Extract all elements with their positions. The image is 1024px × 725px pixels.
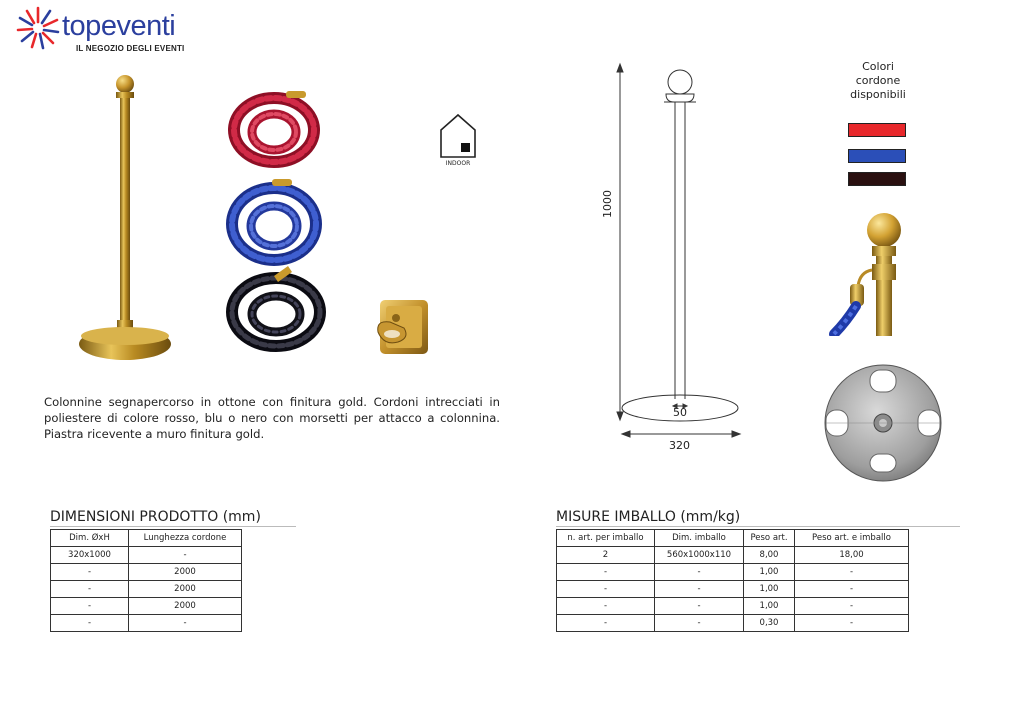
table-cell: - — [557, 581, 655, 598]
table-cell: 2000 — [129, 564, 242, 581]
table-cell: 2000 — [129, 581, 242, 598]
table-cell: - — [795, 598, 909, 615]
base-diameter-label: 320 — [669, 439, 690, 452]
packaging-title-rule — [556, 526, 960, 527]
top-detail-photo — [828, 210, 908, 336]
table-cell: - — [51, 564, 129, 581]
table-cell: - — [795, 564, 909, 581]
burst-logo-icon — [12, 6, 68, 52]
table-cell: - — [655, 581, 744, 598]
table-cell: - — [557, 598, 655, 615]
table-header-cell: Peso art. — [744, 530, 795, 547]
table-cell: 1,00 — [744, 564, 795, 581]
table-row — [557, 564, 909, 581]
packaging-table-title: MISURE IMBALLO (mm/kg) — [556, 509, 741, 525]
table-header-cell: Peso art. e imballo — [795, 530, 909, 547]
dimensions-table — [50, 529, 242, 632]
table-row — [557, 581, 909, 598]
table-header-cell: Dim. ØxH — [51, 530, 129, 547]
table-row — [51, 564, 242, 581]
table-cell: - — [655, 598, 744, 615]
indoor-label: INDOOR — [445, 160, 471, 167]
technical-drawing — [600, 56, 750, 456]
stanchion-photo — [78, 72, 174, 364]
table-row — [557, 598, 909, 615]
colors-title-line2: cordone — [855, 74, 901, 87]
packaging-table — [556, 529, 909, 632]
table-row — [557, 615, 909, 632]
pole-diameter-label: 50 — [673, 406, 687, 419]
blue-rope — [232, 188, 316, 260]
table-header-cell: Lunghezza cordone — [129, 530, 242, 547]
brand-tagline: IL NEGOZIO DEGLI EVENTI — [76, 44, 185, 53]
table-cell: 560x1000x110 — [655, 547, 744, 564]
table-header-cell: Dim. imballo — [655, 530, 744, 547]
table-cell: 18,00 — [795, 547, 909, 564]
table-header-row — [557, 530, 909, 547]
table-cell: 1,00 — [744, 581, 795, 598]
dimensions-table-title: DIMENSIONI PRODOTTO (mm) — [50, 509, 261, 525]
table-cell: 2000 — [129, 598, 242, 615]
table-row — [51, 581, 242, 598]
table-cell: - — [655, 564, 744, 581]
table-cell: - — [129, 615, 242, 632]
color-swatch-red — [848, 123, 906, 137]
product-description: Colonnine segnapercorso in ottone con finitura gold. Cordoni intrecciati in poliestere di colore rosso, blu o nero con morsetti per attacco a colonnina. Piastra ricevente a muro finitura gold. — [44, 395, 500, 441]
colors-title — [830, 60, 926, 102]
table-row — [51, 598, 242, 615]
table-header-cell: n. art. per imballo — [557, 530, 655, 547]
brand-logo — [12, 6, 202, 56]
table-cell: - — [795, 615, 909, 632]
table-cell: - — [557, 615, 655, 632]
table-cell: 0,30 — [744, 615, 795, 632]
brand-name: topeventi — [62, 10, 176, 42]
colors-title-line1: Colori — [862, 60, 894, 73]
table-cell: - — [129, 547, 242, 564]
table-cell: - — [557, 564, 655, 581]
table-cell: - — [655, 615, 744, 632]
table-cell: 320x1000 — [51, 547, 129, 564]
ropes-photo — [226, 86, 332, 356]
table-cell: 8,00 — [744, 547, 795, 564]
table-row — [557, 547, 909, 564]
dimensions-title-rule — [50, 526, 296, 527]
table-cell: 1,00 — [744, 598, 795, 615]
table-header-row — [51, 530, 242, 547]
table-cell: - — [51, 581, 129, 598]
table-cell: - — [51, 598, 129, 615]
table-row — [51, 547, 242, 564]
table-row — [51, 615, 242, 632]
wall-plate-photo — [374, 298, 430, 356]
colors-title-line3: disponibili — [850, 88, 906, 101]
color-swatch-black — [848, 172, 906, 186]
indoor-house-icon — [439, 113, 477, 159]
base-plate-photo — [818, 362, 948, 484]
table-cell: - — [795, 581, 909, 598]
black-rope — [232, 278, 320, 346]
color-swatch-blue — [848, 149, 906, 163]
table-cell: - — [51, 615, 129, 632]
height-dimension-label: 1000 — [601, 190, 614, 218]
red-rope — [234, 98, 314, 162]
table-cell: 2 — [557, 547, 655, 564]
